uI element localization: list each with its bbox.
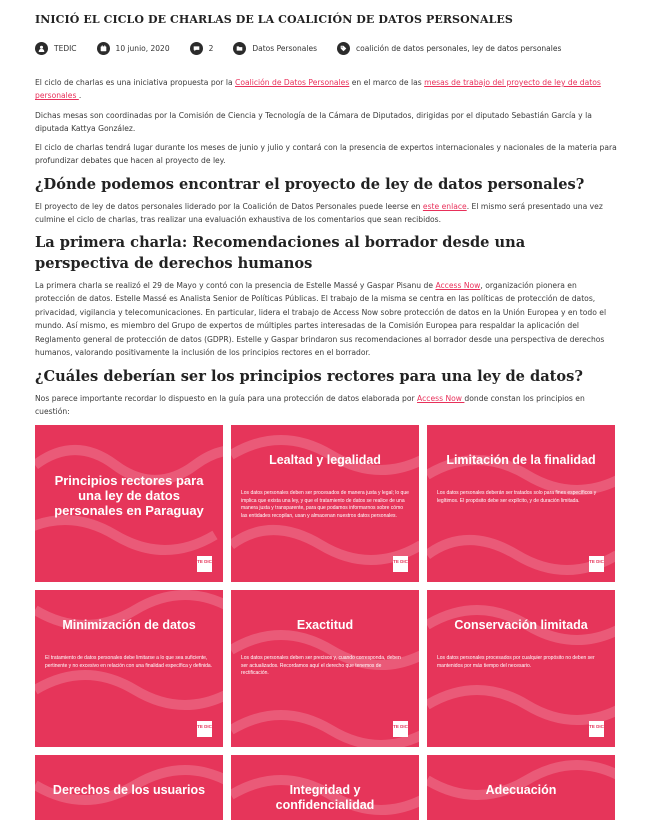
tag-icon bbox=[337, 42, 350, 55]
text: en el marco de las bbox=[349, 78, 425, 87]
page-title: INICIÓ EL CICLO DE CHARLAS DE LA COALICIÓN DE DATOS PERSONALES bbox=[35, 13, 513, 26]
card-title: Integridad y confidencialidad bbox=[275, 783, 375, 812]
gallery-card-derechos[interactable] bbox=[35, 755, 223, 820]
card-title: Derechos de los usuarios bbox=[52, 783, 206, 797]
text: La primera charla se realizó el 29 de Mayo y contó con la presencia de Estelle Massé y Gaspar Pisanu de bbox=[35, 281, 436, 290]
heading-donde: ¿Dónde podemos encontrar el proyecto de ley de datos personales? bbox=[35, 176, 585, 193]
gallery-card-lealtad[interactable] bbox=[231, 425, 419, 582]
card-body: Los datos personales procesados por cualquier propósito no deben ser mantenidos por más tiempo del necesario. bbox=[437, 655, 595, 669]
paragraph-guia bbox=[35, 392, 617, 419]
este-enlace-link[interactable]: este enlace bbox=[422, 202, 467, 211]
card-body: Los datos personales deben ser procesados de manera justa y legal; lo que implica que exista una ley, y que el tratamiento de datos se realice de una manera justa y transparente, para que podamos informarnos sobre cómo las entidades recopilan, usan y almacenan nuestros datos personales. bbox=[241, 490, 409, 519]
card-body: Los datos personales deben ser precisos y, cuando corresponda, deben ser actualizados. Recordamos aquí el derecho que tenemos de rectificación. bbox=[241, 655, 401, 677]
text: Nos parece importante recordar lo dispuesto en la guía para una protección de datos elaborada por bbox=[35, 394, 418, 403]
gallery-card-integridad[interactable] bbox=[231, 755, 419, 820]
tedic-logo: TE DIC bbox=[393, 721, 408, 737]
card-title: Minimización de datos bbox=[62, 618, 196, 632]
heading-primera-charla: La primera charla: Recomendaciones al borrador desde una perspectiva de derechos humanos bbox=[35, 234, 526, 272]
card-title: Principios rectores para una ley de datos personales en Paraguay bbox=[54, 473, 204, 518]
meta-tags[interactable] bbox=[337, 42, 561, 55]
card-title: Adecuación bbox=[485, 783, 557, 797]
coalicion-link[interactable]: Coalición de Datos Personales bbox=[235, 78, 350, 87]
text: donde constan los principios en cuestión: bbox=[35, 394, 585, 417]
gallery-card-conservacion[interactable] bbox=[427, 590, 615, 747]
card-body: Los datos personales deberán ser tratados solo para fines específicos y legítimos. El propósito debe ser explícito, y de duración limitada. bbox=[437, 490, 597, 504]
paragraph-primera-charla bbox=[35, 279, 617, 359]
card-title: Lealtad y legalidad bbox=[269, 453, 381, 467]
access-now-guide-link[interactable]: Access Now bbox=[417, 394, 465, 403]
meta-comments-text: 2 bbox=[208, 44, 214, 53]
text: El ciclo de charlas es una iniciativa propuesta por la bbox=[35, 78, 236, 87]
tedic-logo: TE DIC bbox=[197, 721, 212, 737]
card-title: Limitación de la finalidad bbox=[446, 453, 596, 467]
gallery-card-adecuacion[interactable] bbox=[427, 755, 615, 820]
card-body: El tratamiento de datos personales debe limitarse a lo que sea suficiente, pertinente y no excesivo en relación con una finalidad específica y definida. bbox=[45, 655, 213, 669]
meta-tags-text: coalición de datos personales, ley de datos personales bbox=[355, 44, 562, 53]
meta-date[interactable] bbox=[97, 42, 170, 55]
card-title: Exactitud bbox=[296, 618, 354, 632]
meta-author-text: TEDIC bbox=[54, 44, 77, 53]
text: , organización pionera en protección de datos. Estelle Massé es Analista Senior de Políticas Públicas. El trabajo de la misma se centra en las políticas de protección de datos, privacidad, vigilancia y telecomunicaciones. En particular, lidera el trabajo de Access Now sobre protección de datos en la Unión Europea y en todo el mundo. Así mismo, es miembro del Grupo de expertos de múltiples partes interesadas de la Comisión Europea para respaldar la aplicación del Reglamento general de protección de datos (GDPR). Estelle y Gaspar brindaron sus recomendaciones al borrador desde una perspectiva de derechos humanos, valorando positivamente la inclusión de los principios rectores en el borrador. bbox=[35, 281, 607, 358]
tedic-logo: TE DIC bbox=[393, 556, 408, 572]
card-title: Conservación limitada bbox=[454, 618, 588, 632]
meta-date-text: 10 junio, 2020 bbox=[115, 44, 170, 53]
paragraph-mesas: Dichas mesas son coordinadas por la Comisión de Ciencia y Tecnología de la Cámara de Diputados, dirigidas por el diputado Sebastián García y la diputada Kattya González. bbox=[35, 111, 592, 134]
gallery-card-exactitud[interactable] bbox=[231, 590, 419, 747]
gallery-card-limitacion[interactable] bbox=[427, 425, 615, 582]
paragraph-proyecto bbox=[35, 200, 617, 227]
gallery-card-principios[interactable] bbox=[35, 425, 223, 582]
tedic-logo: TE DIC bbox=[589, 721, 604, 737]
heading-principios: ¿Cuáles deberían ser los principios rectores para una ley de datos? bbox=[35, 368, 583, 385]
meta-category-text: Datos Personales bbox=[252, 44, 317, 53]
calendar-icon bbox=[97, 42, 110, 55]
text: El proyecto de ley de datos personales liderado por la Coalición de Datos Personales puede leerse en bbox=[35, 202, 423, 211]
folder-icon bbox=[233, 42, 246, 55]
text: . El mismo será presentado una vez culmine el ciclo de charlas, tras realizar una evaluación exhaustiva de los comentarios que sean recibidos. bbox=[35, 202, 603, 225]
paragraph-intro bbox=[35, 76, 617, 103]
post-meta bbox=[35, 42, 581, 55]
tedic-logo: TE DIC bbox=[589, 556, 604, 572]
user-icon bbox=[35, 42, 48, 55]
meta-category[interactable] bbox=[233, 42, 317, 55]
meta-author[interactable] bbox=[35, 42, 77, 55]
meta-comments[interactable] bbox=[190, 42, 214, 55]
comment-icon bbox=[190, 42, 203, 55]
gallery-card-minimizacion[interactable] bbox=[35, 590, 223, 747]
text: . bbox=[78, 91, 82, 101]
access-now-link[interactable]: Access Now bbox=[435, 281, 481, 290]
tedic-logo: TE DIC bbox=[197, 556, 212, 572]
mesas-link[interactable]: mesas de trabajo del proyecto de ley de datos personales bbox=[35, 78, 601, 101]
paragraph-ciclo: El ciclo de charlas tendrá lugar durante los meses de junio y julio y contará con la presencia de expertos internacionales y nacionales de la materia para profundizar debates que hacen al proyecto de ley. bbox=[35, 143, 617, 166]
principles-gallery bbox=[35, 425, 617, 820]
